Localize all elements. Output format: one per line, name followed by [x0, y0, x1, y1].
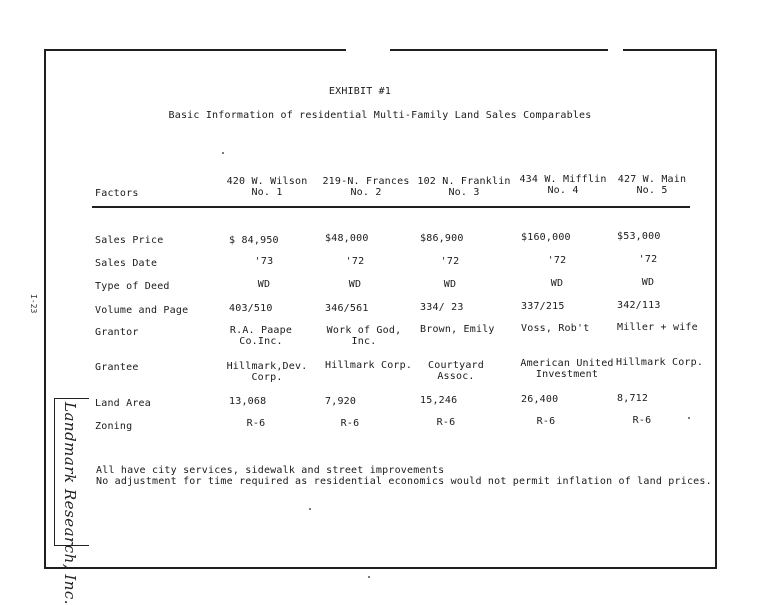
- table-cell: Corp.: [251, 372, 283, 383]
- page-title: Basic Information of residential Multi-Family Land Sales Comparables: [168, 110, 592, 121]
- note-services: All have city services, sidewalk and street improvements: [96, 465, 445, 476]
- table-cell: Miller + wife: [617, 322, 698, 333]
- table-cell: WD: [348, 279, 362, 290]
- exhibit-label: EXHIBIT #1: [328, 86, 392, 97]
- table-cell: 15,246: [420, 395, 458, 406]
- table-cell: American United: [520, 358, 614, 369]
- table-cell: Hillmark Corp.: [325, 360, 413, 371]
- table-cell: '72: [638, 254, 658, 265]
- speck: [688, 417, 690, 419]
- table-cell: Co.Inc.: [239, 336, 283, 347]
- top-border-right: [623, 49, 717, 51]
- table-cell: '72: [345, 256, 365, 267]
- table-cell: 13,068: [229, 396, 267, 407]
- table-cell: WD: [550, 278, 564, 289]
- table-cell: Hillmark,Dev.: [226, 361, 308, 372]
- table-cell: R-6: [632, 415, 652, 426]
- note-adjustment: No adjustment for time required as residential economics would not permit inflation of land prices.: [96, 476, 712, 487]
- column-address: 420 W. Wilson: [226, 176, 308, 187]
- right-border: [715, 49, 717, 569]
- bottom-border: [44, 567, 717, 569]
- table-cell: R-6: [536, 416, 556, 427]
- table-cell: 346/561: [325, 303, 369, 314]
- table-cell: Hillmark Corp.: [616, 357, 704, 368]
- table-cell: Inc.: [351, 336, 377, 347]
- table-cell: '72: [440, 256, 460, 267]
- table-cell: Investment: [535, 369, 599, 380]
- table-cell: 7,920: [325, 396, 357, 407]
- table-cell: 337/215: [521, 301, 565, 312]
- row-label: Sales Price: [95, 235, 164, 246]
- column-number: No. 4: [547, 185, 579, 196]
- row-label: Type of Deed: [95, 281, 170, 292]
- table-cell: R-6: [340, 418, 360, 429]
- column-address: 102 N. Franklin: [417, 176, 511, 187]
- company-stamp: Landmark Research, Inc.: [61, 402, 79, 605]
- top-border-left: [44, 49, 346, 51]
- row-label: Grantor: [95, 327, 139, 338]
- table-cell: $86,900: [420, 233, 464, 244]
- table-cell: R-6: [246, 418, 266, 429]
- row-label: Land Area: [95, 398, 151, 409]
- table-cell: 403/510: [229, 303, 273, 314]
- table-cell: 26,400: [521, 394, 559, 405]
- table-cell: 334/ 23: [420, 302, 464, 313]
- table-cell: 8,712: [617, 393, 649, 404]
- left-border: [44, 49, 46, 569]
- table-cell: $160,000: [521, 232, 571, 243]
- row-label: Zoning: [95, 421, 133, 432]
- table-cell: Assoc.: [437, 371, 475, 382]
- column-address: 427 W. Main: [617, 174, 687, 185]
- table-cell: WD: [641, 277, 655, 288]
- column-number: No. 3: [448, 187, 480, 198]
- table-cell: Brown, Emily: [420, 324, 495, 335]
- table-cell: Courtyard: [428, 360, 484, 371]
- table-cell: Work of God,: [326, 325, 402, 336]
- table-cell: Voss, Rob't: [521, 323, 590, 334]
- column-number: No. 2: [350, 187, 382, 198]
- table-cell: WD: [257, 279, 271, 290]
- table-cell: 342/113: [617, 300, 661, 311]
- speck: [368, 576, 370, 578]
- side-page-number: I-23: [29, 294, 38, 314]
- table-cell: R.A. Paape: [229, 325, 293, 336]
- speck: [222, 152, 224, 154]
- row-label: Grantee: [95, 362, 139, 373]
- speck: [309, 508, 311, 510]
- header-divider: [92, 206, 690, 208]
- column-address: 219-N. Frances: [322, 176, 410, 187]
- table-cell: WD: [443, 279, 457, 290]
- row-label: Volume and Page: [95, 305, 189, 316]
- table-cell: $48,000: [325, 233, 369, 244]
- column-address: 434 W. Mifflin: [519, 174, 607, 185]
- table-cell: R-6: [436, 417, 456, 428]
- column-number: No. 1: [251, 187, 283, 198]
- table-cell: '73: [254, 256, 274, 267]
- row-label: Sales Date: [95, 258, 158, 269]
- table-cell: $ 84,950: [229, 235, 279, 246]
- table-cell: '72: [547, 255, 567, 266]
- column-number: No. 5: [636, 185, 668, 196]
- table-cell: $53,000: [617, 231, 661, 242]
- factors-header: Factors: [95, 188, 139, 199]
- top-border-mid: [390, 49, 608, 51]
